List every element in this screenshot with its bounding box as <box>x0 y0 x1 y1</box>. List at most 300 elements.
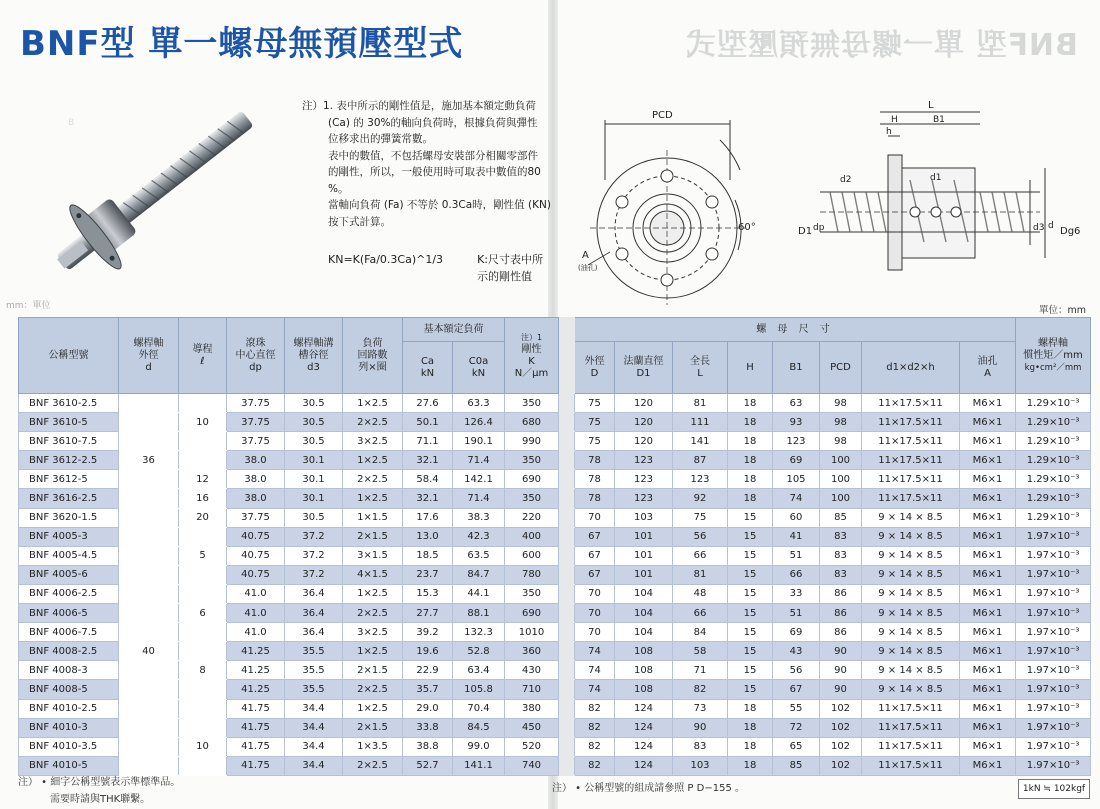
pcd-cell: 86 <box>820 623 862 642</box>
bolt-cell: 11×17.5×11 <box>862 432 960 451</box>
col-od: 外徑 D <box>575 342 615 394</box>
model-cell: BNF 3610-5 <box>19 413 119 432</box>
ca-cell: 18.5 <box>403 546 453 565</box>
col-h: H <box>728 342 773 394</box>
oil-cell: M6×1 <box>960 546 1016 565</box>
pcd-cell: 98 <box>820 413 862 432</box>
dp-cell: 40.75 <box>227 565 285 584</box>
oil-cell: M6×1 <box>960 527 1016 546</box>
circuits-cell: 4×1.5 <box>343 565 403 584</box>
bolt-cell: 9 × 14 × 8.5 <box>862 661 960 680</box>
c0a-cell: 38.3 <box>453 508 505 527</box>
flange-cell: 124 <box>615 699 673 718</box>
col-nut-dims: 螺 母 尺 寸 <box>575 318 1016 342</box>
h-label: h <box>886 127 892 137</box>
note-line: 注）1. 表中所示的剛性值是，施加基本額定動負荷 <box>302 100 536 112</box>
ca-cell: 39.2 <box>403 623 453 642</box>
d3-cell: 34.4 <box>285 737 343 756</box>
rigidity-cell: 690 <box>505 604 559 623</box>
col-oil: 油孔 A <box>960 342 1016 394</box>
shaft-od-cell <box>119 470 179 489</box>
od-cell: 75 <box>575 432 615 451</box>
rigidity-cell: 600 <box>505 546 559 565</box>
b1-cell: 51 <box>773 604 820 623</box>
table-row <box>19 413 1091 432</box>
od-cell: 78 <box>575 489 615 508</box>
dp-cell: 41.75 <box>227 756 285 775</box>
col-bolt: d1×d2×h <box>862 342 960 394</box>
gutter-cell <box>559 394 575 413</box>
od-cell: 82 <box>575 718 615 737</box>
d3-cell: 30.5 <box>285 394 343 413</box>
dp-cell: 41.75 <box>227 718 285 737</box>
oil-cell: M6×1 <box>960 623 1016 642</box>
shaft-od-cell <box>119 623 179 642</box>
c0a-cell: 63.5 <box>453 546 505 565</box>
shaft-od-cell <box>119 565 179 584</box>
ca-cell: 27.6 <box>403 394 453 413</box>
table-row <box>19 546 1091 565</box>
lead-cell <box>179 642 227 661</box>
table-row <box>19 680 1091 699</box>
note-line: 表中的數值，不包括螺母安裝部分相關零部件 <box>328 149 538 162</box>
ca-cell: 13.0 <box>403 527 453 546</box>
table-row <box>19 604 1091 623</box>
circuits-cell: 2×2.5 <box>343 470 403 489</box>
length-cell: 48 <box>673 584 728 603</box>
svg-text:B: B <box>68 118 75 128</box>
ca-cell: 50.1 <box>403 413 453 432</box>
od-cell: 78 <box>575 451 615 470</box>
d3-cell: 37.2 <box>285 546 343 565</box>
spec-table <box>18 317 1091 776</box>
rigidity-cell: 690 <box>505 470 559 489</box>
length-cell: 66 <box>673 604 728 623</box>
model-cell: BNF 3610-2.5 <box>19 394 119 413</box>
d2-label: d2 <box>840 175 852 185</box>
c0a-cell: 142.1 <box>453 470 505 489</box>
footnote-left <box>18 774 180 808</box>
lead-cell: 12 <box>179 470 227 489</box>
d3-cell: 36.4 <box>285 623 343 642</box>
bolt-cell: 9 × 14 × 8.5 <box>862 604 960 623</box>
formula-text: KN=K(Fa/0.3Ca)^1/3 <box>328 253 444 266</box>
circuits-cell: 2×2.5 <box>343 604 403 623</box>
inertia-cell: 1.97×10⁻³ <box>1016 756 1091 775</box>
oil-cell: M6×1 <box>960 394 1016 413</box>
ca-cell: 35.7 <box>403 680 453 699</box>
b1-cell: 69 <box>773 623 820 642</box>
rigidity-cell: 360 <box>505 642 559 661</box>
length-cell: 141 <box>673 432 728 451</box>
d3-cell: 35.5 <box>285 680 343 699</box>
oil-cell: M6×1 <box>960 718 1016 737</box>
lead-cell: 5 <box>179 546 227 565</box>
od-cell: 75 <box>575 394 615 413</box>
inertia-cell: 1.97×10⁻³ <box>1016 737 1091 756</box>
inertia-cell: 1.97×10⁻³ <box>1016 623 1091 642</box>
c0a-cell: 71.4 <box>453 451 505 470</box>
table-row <box>19 508 1091 527</box>
b1-cell: 66 <box>773 565 820 584</box>
inertia-cell: 1.97×10⁻³ <box>1016 604 1091 623</box>
oil-cell: M6×1 <box>960 604 1016 623</box>
model-cell: BNF 4008-3 <box>19 661 119 680</box>
circuits-cell: 2×1.5 <box>343 661 403 680</box>
flange-cell: 104 <box>615 604 673 623</box>
rigidity-formula <box>302 252 552 285</box>
d3-cell: 30.5 <box>285 432 343 451</box>
c0a-cell: 88.1 <box>453 604 505 623</box>
unit-note-right: 單位：mm <box>1038 305 1086 316</box>
h-cell: 15 <box>728 584 773 603</box>
circuits-cell: 1×3.5 <box>343 737 403 756</box>
ca-cell: 58.4 <box>403 470 453 489</box>
col-lead: 導程 ℓ <box>179 318 227 394</box>
inertia-cell: 1.29×10⁻³ <box>1016 413 1091 432</box>
length-cell: 83 <box>673 737 728 756</box>
h-cell: 15 <box>728 680 773 699</box>
ca-cell: 17.6 <box>403 508 453 527</box>
lead-cell: 6 <box>179 604 227 623</box>
rigidity-cell: 990 <box>505 432 559 451</box>
lead-cell <box>179 699 227 718</box>
flange-cell: 124 <box>615 718 673 737</box>
note-line: 按下式計算。 <box>328 215 391 228</box>
b1-cell: 41 <box>773 527 820 546</box>
ca-cell: 38.8 <box>403 737 453 756</box>
footnote-left-line1: 注） • 細字公稱型號表示準標準品。 <box>18 777 181 788</box>
ca-cell: 71.1 <box>403 432 453 451</box>
c0a-cell: 132.3 <box>453 623 505 642</box>
od-cell: 82 <box>575 699 615 718</box>
lead-cell <box>179 394 227 413</box>
dp-cell: 37.75 <box>227 394 285 413</box>
gutter-cell <box>559 584 575 603</box>
length-cell: 111 <box>673 413 728 432</box>
lead-cell <box>179 756 227 775</box>
model-cell: BNF 4010-5 <box>19 756 119 775</box>
od-cell: 74 <box>575 680 615 699</box>
bolt-cell: 9 × 14 × 8.5 <box>862 623 960 642</box>
lead-cell: 10 <box>179 413 227 432</box>
model-cell: BNF 4010-2.5 <box>19 699 119 718</box>
c0a-cell: 99.0 <box>453 737 505 756</box>
oil-hole-label: A <box>582 250 589 261</box>
b1-cell: 123 <box>773 432 820 451</box>
model-cell: BNF 3620-1.5 <box>19 508 119 527</box>
b1-cell: 33 <box>773 584 820 603</box>
rigidity-cell: 450 <box>505 718 559 737</box>
c0a-cell: 190.1 <box>453 432 505 451</box>
flange-cell: 101 <box>615 565 673 584</box>
rigidity-cell: 350 <box>505 394 559 413</box>
shaft-od-cell <box>119 737 179 756</box>
rigidity-cell: 380 <box>505 699 559 718</box>
rigidity-cell: 780 <box>505 565 559 584</box>
oil-cell: M6×1 <box>960 642 1016 661</box>
lead-cell: 10 <box>179 737 227 756</box>
pcd-cell: 98 <box>820 432 862 451</box>
length-cell: 84 <box>673 623 728 642</box>
circuits-cell: 3×2.5 <box>343 623 403 642</box>
lead-cell <box>179 584 227 603</box>
col-model: 公稱型號 <box>19 318 119 394</box>
pcd-cell: 83 <box>820 565 862 584</box>
b1-cell: 63 <box>773 394 820 413</box>
footnote-left-line2: 需要時請與THK聯繫。 <box>50 794 151 805</box>
pcd-cell: 102 <box>820 699 862 718</box>
ball-screw-photo <box>28 90 278 295</box>
B1-label: B1 <box>933 115 945 125</box>
dp-cell: 38.0 <box>227 489 285 508</box>
model-cell: BNF 4006-2.5 <box>19 584 119 603</box>
gutter-cell <box>559 699 575 718</box>
h-cell: 18 <box>728 718 773 737</box>
circuits-cell: 1×1.5 <box>343 508 403 527</box>
table-row <box>19 565 1091 584</box>
gutter-cell <box>559 546 575 565</box>
note-line: 當軸向負荷 (Fa) 不等於 0.3Ca時，剛性值 (KN) <box>328 199 551 211</box>
shaft-od-cell <box>119 584 179 603</box>
oil-cell: M6×1 <box>960 413 1016 432</box>
gutter-cell <box>559 451 575 470</box>
d3-cell: 34.4 <box>285 756 343 775</box>
table-row <box>19 623 1091 642</box>
b1-cell: 69 <box>773 451 820 470</box>
bolt-cell: 11×17.5×11 <box>862 489 960 508</box>
show-through-title: BNF型 單一螺母無預壓型式 <box>685 28 1078 63</box>
d3-cell: 34.4 <box>285 699 343 718</box>
dp-cell: 37.75 <box>227 413 285 432</box>
od-cell: 70 <box>575 584 615 603</box>
flange-cell: 123 <box>615 451 673 470</box>
flange-cell: 120 <box>615 394 673 413</box>
h-cell: 18 <box>728 394 773 413</box>
dp-cell: 40.75 <box>227 546 285 565</box>
model-cell: BNF 4010-3 <box>19 718 119 737</box>
notes-block <box>302 98 552 285</box>
c0a-cell: 42.3 <box>453 527 505 546</box>
length-cell: 81 <box>673 565 728 584</box>
oil-cell: M6×1 <box>960 451 1016 470</box>
c0a-cell: 70.4 <box>453 699 505 718</box>
rigidity-cell: 350 <box>505 584 559 603</box>
flange-cell: 108 <box>615 661 673 680</box>
h-cell: 15 <box>728 604 773 623</box>
flange-cell: 123 <box>615 470 673 489</box>
lead-cell <box>179 623 227 642</box>
inertia-cell: 1.97×10⁻³ <box>1016 661 1091 680</box>
gutter-cell <box>559 489 575 508</box>
d3-cell: 36.4 <box>285 584 343 603</box>
note-line: 位移求出的彈簧常數。 <box>328 133 433 145</box>
ca-cell: 22.9 <box>403 661 453 680</box>
gutter-cell <box>559 737 575 756</box>
inertia-cell: 1.29×10⁻³ <box>1016 489 1091 508</box>
h-cell: 18 <box>728 756 773 775</box>
bolt-cell: 11×17.5×11 <box>862 699 960 718</box>
h-cell: 18 <box>728 432 773 451</box>
lead-cell <box>179 565 227 584</box>
dp-cell: 38.0 <box>227 470 285 489</box>
d3-label: d3 <box>1033 223 1045 233</box>
inertia-cell: 1.97×10⁻³ <box>1016 699 1091 718</box>
oil-cell: M6×1 <box>960 661 1016 680</box>
model-cell: BNF 4010-3.5 <box>19 737 119 756</box>
b1-cell: 51 <box>773 546 820 565</box>
od-cell: 70 <box>575 508 615 527</box>
d3-cell: 35.5 <box>285 642 343 661</box>
model-cell: BNF 4005-4.5 <box>19 546 119 565</box>
flange-cell: 104 <box>615 584 673 603</box>
rigidity-cell: 1010 <box>505 623 559 642</box>
flange-cell: 101 <box>615 527 673 546</box>
shaft-od-cell <box>119 527 179 546</box>
bolt-cell: 11×17.5×11 <box>862 718 960 737</box>
length-cell: 58 <box>673 642 728 661</box>
unit-conversion-box: 1kN ≒ 102kgf <box>1018 779 1090 799</box>
col-circuits: 負荷 回路數 列×圈 <box>343 318 403 394</box>
col-ball-center: 滾珠 中心直徑 dp <box>227 318 285 394</box>
rigidity-cell: 350 <box>505 489 559 508</box>
h-cell: 15 <box>728 546 773 565</box>
note-line: (Ca) 的 30%的軸向負荷時，根據負荷與彈性 <box>328 116 538 129</box>
circuits-cell: 1×2.5 <box>343 394 403 413</box>
b1-cell: 93 <box>773 413 820 432</box>
inertia-cell: 1.97×10⁻³ <box>1016 546 1091 565</box>
dp-cell: 41.25 <box>227 661 285 680</box>
gutter-cell <box>559 470 575 489</box>
od-cell: 67 <box>575 527 615 546</box>
ca-cell: 23.7 <box>403 565 453 584</box>
flange-cell: 123 <box>615 489 673 508</box>
dimension-drawing <box>570 100 1090 305</box>
length-cell: 123 <box>673 470 728 489</box>
table-row <box>19 451 1091 470</box>
shaft-od-cell <box>119 394 179 413</box>
d3-cell: 30.1 <box>285 489 343 508</box>
dp-cell: 41.75 <box>227 699 285 718</box>
oil-cell: M6×1 <box>960 565 1016 584</box>
flange-cell: 103 <box>615 508 673 527</box>
pcd-cell: 90 <box>820 642 862 661</box>
circuits-cell: 1×2.5 <box>343 489 403 508</box>
length-cell: 81 <box>673 394 728 413</box>
shaft-od-cell <box>119 699 179 718</box>
c0a-cell: 141.1 <box>453 756 505 775</box>
c0a-cell: 63.3 <box>453 394 505 413</box>
Dg6-label: Dg6 <box>1060 226 1081 237</box>
ca-cell: 32.1 <box>403 451 453 470</box>
h-cell: 18 <box>728 413 773 432</box>
c0a-cell: 126.4 <box>453 413 505 432</box>
inertia-cell: 1.29×10⁻³ <box>1016 470 1091 489</box>
d3-cell: 30.1 <box>285 451 343 470</box>
circuits-cell: 1×2.5 <box>343 584 403 603</box>
dp-cell: 41.0 <box>227 584 285 603</box>
pcd-cell: 83 <box>820 546 862 565</box>
L-label: L <box>928 100 934 111</box>
b1-cell: 67 <box>773 680 820 699</box>
c0a-cell: 84.5 <box>453 718 505 737</box>
bolt-cell: 9 × 14 × 8.5 <box>862 508 960 527</box>
circuits-cell: 1×2.5 <box>343 451 403 470</box>
gutter-cell <box>559 623 575 642</box>
rigidity-cell: 710 <box>505 680 559 699</box>
footnote-right: 注） • 公稱型號的組成請參照 P D−155 。 <box>552 783 745 794</box>
length-cell: 87 <box>673 451 728 470</box>
table-row <box>19 432 1091 451</box>
c0a-cell: 84.7 <box>453 565 505 584</box>
rigidity-cell: 680 <box>505 413 559 432</box>
table-row <box>19 642 1091 661</box>
pcd-cell: 83 <box>820 527 862 546</box>
b1-cell: 105 <box>773 470 820 489</box>
gutter-cell <box>559 432 575 451</box>
h-cell: 18 <box>728 451 773 470</box>
gutter-cell <box>559 565 575 584</box>
lead-cell <box>179 451 227 470</box>
length-cell: 75 <box>673 508 728 527</box>
col-inertia: 螺桿軸 慣性矩／mm kg•cm²／mm <box>1016 318 1091 394</box>
flange-cell: 124 <box>615 756 673 775</box>
circuits-cell: 2×2.5 <box>343 413 403 432</box>
d3-cell: 37.2 <box>285 565 343 584</box>
model-cell: BNF 4005-3 <box>19 527 119 546</box>
od-cell: 78 <box>575 470 615 489</box>
lead-cell <box>179 718 227 737</box>
bolt-cell: 9 × 14 × 8.5 <box>862 680 960 699</box>
model-cell: BNF 4005-6 <box>19 565 119 584</box>
od-cell: 75 <box>575 413 615 432</box>
lead-cell <box>179 432 227 451</box>
d-label: d <box>1048 221 1054 231</box>
h-cell: 15 <box>728 661 773 680</box>
inertia-cell: 1.97×10⁻³ <box>1016 584 1091 603</box>
od-cell: 67 <box>575 565 615 584</box>
D1-label: D1 <box>798 226 813 237</box>
length-cell: 71 <box>673 661 728 680</box>
h-cell: 18 <box>728 489 773 508</box>
bolt-cell: 11×17.5×11 <box>862 470 960 489</box>
b1-cell: 74 <box>773 489 820 508</box>
col-length: 全長 L <box>673 342 728 394</box>
pcd-cell: 85 <box>820 508 862 527</box>
inertia-cell: 1.97×10⁻³ <box>1016 718 1091 737</box>
shaft-od-cell <box>119 718 179 737</box>
H-label: H <box>891 115 898 125</box>
pcd-cell: 86 <box>820 604 862 623</box>
oil-cell: M6×1 <box>960 680 1016 699</box>
gutter-cell <box>559 508 575 527</box>
table-row <box>19 699 1091 718</box>
gutter-cell <box>559 756 575 775</box>
dp-cell: 41.0 <box>227 604 285 623</box>
lead-cell <box>179 680 227 699</box>
gutter-cell <box>559 527 575 546</box>
model-cell: BNF 3610-7.5 <box>19 432 119 451</box>
oil-hole-note: (油孔) <box>578 264 598 272</box>
pcd-label: PCD <box>652 110 673 121</box>
circuits-cell: 3×1.5 <box>343 546 403 565</box>
flange-cell: 120 <box>615 432 673 451</box>
bolt-cell: 11×17.5×11 <box>862 394 960 413</box>
bolt-cell: 9 × 14 × 8.5 <box>862 584 960 603</box>
c0a-cell: 105.8 <box>453 680 505 699</box>
dp-cell: 40.75 <box>227 527 285 546</box>
od-cell: 74 <box>575 661 615 680</box>
